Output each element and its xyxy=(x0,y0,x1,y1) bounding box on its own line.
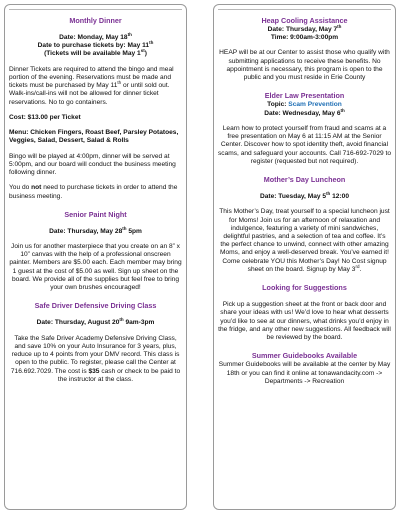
suggestions-title: Looking for Suggestions xyxy=(262,283,347,293)
left-column xyxy=(4,4,187,510)
heap-time: Time: 9:00am-3:00pm xyxy=(270,34,339,42)
divider xyxy=(218,9,391,10)
driving-class-date: Date: Thursday, August 20th 9am-3pm xyxy=(36,317,155,327)
heap-body: HEAP will be at our Center to assist those who qualify with submitting applications to receive these benefits. No appointment is necessary, this program is open to the public and you must reside in Erie County xyxy=(219,49,390,82)
monthly-dinner-title: Monthly Dinner xyxy=(69,16,122,25)
heap-date: Date: Thursday, May 7th xyxy=(267,23,342,33)
business-meeting-note: You do not need to purchase tickets in order to attend the business meeting. xyxy=(9,184,178,200)
dinner-ticket-info: Dinner Tickets are required to attend the bingo and meal portion of the evening. Reservations must be made and tickets must be purchased by May 11th or until sold out. Walk-ins/call-ins will not be allowed for dinner ticket reservations. No to go containers. xyxy=(9,65,174,106)
elder-law-topic: Topic: Scam Prevention xyxy=(267,101,342,109)
bingo-info: Bingo will be played at 4:00pm, dinner will be served at 5:00pm, and our board will conduct the business meeting following dinner. xyxy=(9,152,176,177)
luncheon-date: Date: Tuesday, May 5th 12:00 xyxy=(259,190,350,201)
guidebooks-title: Summer Guidebooks Available xyxy=(251,351,358,361)
dinner-menu: Menu: Chicken Fingers, Roast Beef, Parsley Potatoes, Veggies, Salad, Dessert, Salad & Rolls xyxy=(9,129,179,145)
luncheon-title: Mother’s Day Luncheon xyxy=(263,175,346,185)
divider xyxy=(9,9,182,10)
elder-law-body: Learn how to protect yourself from fraud and scams at a free presentation on May 6 at 11:15 AM at the Senior Center. Discover how to spot identity theft, avoid financial scams, and safeguard your accounts. Call 716-692-7029 to register (requested but not required). xyxy=(218,124,392,165)
monthly-dinner-date: Date: Monday, May 18th xyxy=(59,31,132,41)
suggestions-body: Pick up a suggestion sheet at the front or back door and share your ideas with us! We’d love to hear what desserts you’d like to see at our dinners, what drinks you’d enjoy in the fridge, and any other new suggestions. All feedback will be reviewed by the board. xyxy=(218,301,391,342)
purchase-deadline: Date to purchase tickets by: May 11th xyxy=(37,40,154,50)
elder-law-date: Date: Wednesday, May 6th xyxy=(264,107,345,117)
paint-night-title: Senior Paint Night xyxy=(64,209,127,219)
dinner-cost: Cost: $13.00 per Ticket xyxy=(9,113,81,121)
luncheon-body: This Mother’s Day, treat yourself to a special luncheon just for Moms! Join us for an afternoon of relaxation and indulgence, featuring a variety of mini sandwiches, delightful pastries, and a selection of tea and coffee. It’s the perfect chance to unwind, connect with other amazing Moms, and enjoy a well-deserved break. You’ve earned it! Come celebrate YOU this Mother’s Day! No Cost signup sheet on the board. Signup by May 3rd. xyxy=(219,208,390,273)
guidebooks-body: Summer Guidebooks will be available at the center by May 18th or you can find it online at tonawandacity.com -> Departments -> Recreation xyxy=(218,361,391,385)
driving-class-title: Safe Driver Defensive Driving Class xyxy=(34,301,157,311)
right-column xyxy=(213,4,396,510)
ticket-availability: (Tickets will be available May 1st) xyxy=(44,48,147,58)
driving-class-body: Take the Safe Driver Academy Defensive Driving Class, and save 10% on your Auto Insurance for 3 years, plus, reduce up to 4 points from your DMV record. This class is open to the public. To register, please call the Center at 716.692.7029. The cost is $35 cash or check to be paid to the instructor at the class. xyxy=(10,334,181,383)
paint-night-body: Join us for another masterpiece that you create on an 8” x 10” canvas with the help of a professional onscreen painter. Members are $5.00 each. Each member may bring 1 guest at the cost of $5.00 as well. Sign up sheet on the board. We provide all of the supplies but feel free to bring your own brushes encouraged! xyxy=(9,242,182,292)
paint-night-date: Date: Thursday, May 28th 5pm xyxy=(49,225,142,235)
heap-title: Heap Cooling Assistance xyxy=(261,16,348,25)
elder-law-title: Elder Law Presentation xyxy=(264,91,345,101)
